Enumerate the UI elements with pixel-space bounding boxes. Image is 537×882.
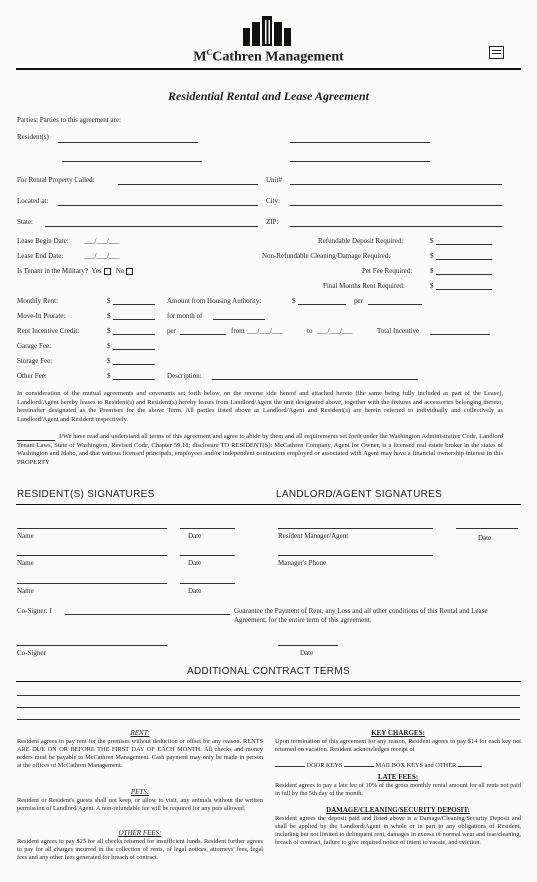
managers-phone-label: Manager's Phone xyxy=(278,559,327,567)
move-in-field[interactable] xyxy=(113,319,155,320)
key-charges-text: Upon termination of this agreement for any reason, Resident agrees to pay $14 for each key not returned on vacation. Resident acknowledges receipt of xyxy=(275,738,521,753)
parties-intro: Parties: Parties to this agreement are: xyxy=(17,116,121,124)
housing-authority-label: Amount from Housing Authority: xyxy=(167,297,262,305)
resident-name-field-2[interactable] xyxy=(290,142,430,143)
additional-terms-line-3[interactable] xyxy=(17,719,520,720)
other-fees-text: Resident agrees to pay $25 for all checks returned for insufficient funds. Resident further agrees to pay for all charges incurred in the collection of rents, of legal notices, attorneys' fees, legal fees and any other fees generated for breach of contract. xyxy=(17,838,263,861)
final-months-label: Final Months Rent Required: xyxy=(323,282,405,290)
pets-text: Resident or Resident's guests shall not keep, or allow to visit, any animals without the written permission of Landlord/Agent. A non-refundable fee will be required for any pets allowed. xyxy=(17,797,263,812)
located-at-field[interactable] xyxy=(58,205,258,206)
per-label: per xyxy=(354,297,363,305)
other-fee-field[interactable] xyxy=(113,379,155,380)
non-refundable-field[interactable] xyxy=(436,259,492,260)
state-field[interactable] xyxy=(45,226,258,227)
date-label: Date xyxy=(300,649,314,657)
signatures-rule xyxy=(16,504,521,505)
zip-label: ZIP: xyxy=(266,218,279,226)
dollar-sign xyxy=(107,297,111,305)
description-field[interactable] xyxy=(212,379,418,380)
zip-field[interactable] xyxy=(290,226,502,227)
resident-name-field-4[interactable] xyxy=(290,161,430,162)
equal-housing-icon xyxy=(489,46,504,59)
date-label: Date xyxy=(188,587,202,595)
resident-signatures-heading: RESIDENT(S) SIGNATURES xyxy=(17,489,155,500)
resident-date-line-3[interactable] xyxy=(180,583,235,584)
resident-signature-line-3[interactable] xyxy=(17,583,167,584)
property-called-field[interactable] xyxy=(118,184,258,185)
late-fees-heading: LATE FEES: xyxy=(377,773,419,781)
name-label: Name xyxy=(17,587,34,595)
dollar-sign xyxy=(292,297,296,305)
dollar-sign xyxy=(430,282,434,290)
per-field[interactable] xyxy=(368,304,422,305)
residents-label: Resident(s) xyxy=(17,133,49,141)
to-date-field[interactable]: ___/___/___ xyxy=(317,327,353,335)
located-at-label: Located at: xyxy=(17,197,49,205)
city-label: City: xyxy=(266,197,281,205)
resident-manager-label: Resident Manager/Agent xyxy=(278,532,349,540)
move-in-label: Move-In Prorate: xyxy=(17,312,66,320)
additional-terms-heading: ADDITIONAL CONTRACT TERMS xyxy=(187,666,350,677)
header-rule xyxy=(16,68,521,70)
to-label: to xyxy=(307,327,313,335)
garage-fee-field[interactable] xyxy=(113,349,155,350)
damage-deposit-text: Resident agrees the deposit paid and listed above is a Damage/Cleaning/Security Deposit and shall be applied by the Landlord/Agent in whole or in part to any obligations of Resident, including but not limited to delinquent rent, damages in excess of normal wear and tear/cleaning, breach of contract, failure to give required notice of intent to vacate, and eviction. xyxy=(275,815,521,846)
housing-authority-field[interactable] xyxy=(298,304,346,305)
additional-terms-rule xyxy=(16,681,521,682)
unit-label: Unit# xyxy=(266,176,282,184)
dollar-sign xyxy=(430,237,434,245)
other-fees-heading: OTHER FEES: xyxy=(118,829,162,837)
monthly-rent-field[interactable] xyxy=(113,304,155,305)
co-signer-guarantee-label: Co-Signer: I xyxy=(17,607,52,615)
additional-terms-line-2[interactable] xyxy=(17,707,520,708)
pet-fee-label: Pet Fee Required: xyxy=(362,267,413,275)
storage-fee-label: Storage Fee: xyxy=(17,357,53,365)
date-label: Date xyxy=(478,534,492,542)
guarantee-text: Guarantee the Payment of Rent, any Loss and all other conditions of this Rental and Lease Agreement, for the entire term of this agreement. xyxy=(234,607,488,624)
co-signer-signature-line[interactable] xyxy=(17,645,167,646)
lease-begin-label: Lease Begin Date: xyxy=(17,237,69,245)
pets-heading: PETS: xyxy=(130,788,150,796)
date-label: Date xyxy=(188,532,202,540)
non-refundable-label: Non-Refundable Cleaning/Damage Required: xyxy=(262,252,391,260)
from-date-field[interactable]: ___/___/___ xyxy=(247,327,283,335)
dollar-sign xyxy=(430,252,434,260)
keys-row: DOOR KEYS MAILBOX KEYS and OTHER xyxy=(275,762,482,769)
resident-signature-line[interactable] xyxy=(17,528,167,529)
resident-date-line-2[interactable] xyxy=(180,555,235,556)
co-signer-label: Co-Signer xyxy=(17,649,46,657)
late-fees-text: Resident agrees to pay a late fee of 10% of the gross monthly rental amount for all rents not paid in full by the 5th day of the month. xyxy=(275,782,521,797)
for-month-of-field[interactable] xyxy=(213,319,265,320)
property-called-label: For Rental Property Called: xyxy=(17,176,95,184)
resident-date-line[interactable] xyxy=(180,528,235,529)
landlord-signatures-heading: LANDLORD/AGENT SIGNATURES xyxy=(276,489,443,500)
dollar-sign xyxy=(107,342,111,350)
manager-signature-line[interactable] xyxy=(278,528,433,529)
total-incentive-label: Total Incentive xyxy=(377,327,420,335)
company-name: $M^CCathren$ Management xyxy=(193,48,344,65)
manager-date-line[interactable] xyxy=(456,528,518,529)
refundable-deposit-field[interactable] xyxy=(436,244,492,245)
lease-end-field[interactable]: ___/___/___ xyxy=(84,252,120,260)
resident-signature-line-2[interactable] xyxy=(17,555,167,556)
total-incentive-field[interactable] xyxy=(430,334,490,335)
unit-field[interactable] xyxy=(290,184,502,185)
name-label: Name xyxy=(17,559,34,567)
storage-fee-field[interactable] xyxy=(113,364,155,365)
state-label: State: xyxy=(17,218,33,226)
military-yes-checkbox[interactable] xyxy=(104,268,111,275)
rent-incentive-label: Rent Incentive Credit: xyxy=(17,327,80,335)
co-signer-date-line[interactable] xyxy=(278,645,338,646)
city-field[interactable] xyxy=(290,205,502,206)
rent-incentive-per-label: per xyxy=(167,327,176,335)
dollar-sign xyxy=(107,372,111,380)
refundable-deposit-label: Refundable Deposit Required: xyxy=(318,237,404,245)
monthly-rent-label: Monthly Rent: xyxy=(17,297,59,305)
co-signer-name-field[interactable] xyxy=(65,614,230,615)
other-fee-label: Other Fee: xyxy=(17,372,47,380)
resident-name-field-1[interactable] xyxy=(58,142,198,143)
military-question: Is Tenant in the Military? Yes No xyxy=(17,267,133,275)
date-label: Date xyxy=(188,559,202,567)
dollar-sign xyxy=(107,357,111,365)
rent-incentive-field[interactable] xyxy=(113,334,155,335)
key-charges-heading: KEY CHARGES: xyxy=(371,729,425,737)
rent-heading: RENT: xyxy=(130,729,150,737)
document-title: Residential Rental and Lease Agreement xyxy=(168,89,369,103)
consideration-paragraph: In consideration of the mutual agreements and covenants set forth below, on the reverse side hereof and attached hereto (the same being fully included as part of the Lease), Landlord/Agent hereby leases to Resident(s) and Resident(s) hereby leases from Landlord/Agent the unit designated above, together with the fixtures and accessories belonging thereto, hereinafter designated as the Premises for the above Term. All parties listed above as Landlord/Agent and Resident(s) are herein referred to individually and collectively as Landlord/Agent and Resident respectively. xyxy=(17,390,503,423)
building-logo-icon xyxy=(241,14,296,46)
lease-begin-field[interactable]: ___/___/___ xyxy=(84,237,120,245)
description-label: Description: xyxy=(167,372,202,380)
military-no-checkbox[interactable] xyxy=(126,268,133,275)
pet-fee-field[interactable] xyxy=(436,274,492,275)
garage-fee-label: Garage Fee: xyxy=(17,342,52,350)
rent-incentive-per-field[interactable] xyxy=(180,334,226,335)
from-label: from xyxy=(231,327,245,335)
lease-end-label: Lease End Date: xyxy=(17,252,64,260)
dollar-sign xyxy=(430,267,434,275)
final-months-field[interactable] xyxy=(436,289,492,290)
additional-terms-line-1[interactable] xyxy=(17,695,520,696)
dollar-sign xyxy=(107,327,111,335)
damage-deposit-heading: DAMAGE/CLEANING/SECURITY DEPOSIT: xyxy=(326,806,470,814)
dollar-sign xyxy=(107,312,111,320)
name-label: Name xyxy=(17,532,34,540)
manager-phone-line[interactable] xyxy=(278,555,433,556)
resident-name-field-3[interactable] xyxy=(62,161,202,162)
disclosure-paragraph: I/We have read and understand all terms of this agreement and agree to abide by them and all requirements set forth under the Washington Administrative Code, Landlord Tenant Laws, State of Washington, Revised Code, Chapter 59.18; disclosure TO RESIDENT(S): McCathren Company, Agent for Owner, is a licensed real estate broker in the states of Washington and Idaho, and that various licensed principals, employees and/or independent contractors employed or associated with Agent may have a financial ownership interest in this PROPERTY xyxy=(17,433,503,466)
rent-text: Resident agrees to pay rent for the premises without deduction or offset for any reason. RENTS ARE DUE ON OR BEFORE THE FIRST DAY OF EACH MONTH. All checks and money orders must be payable to McCathren Management. Cash payment may only be made in person at the offices of McCathren Management. xyxy=(17,738,263,769)
for-month-of-label: for month of xyxy=(167,312,203,320)
